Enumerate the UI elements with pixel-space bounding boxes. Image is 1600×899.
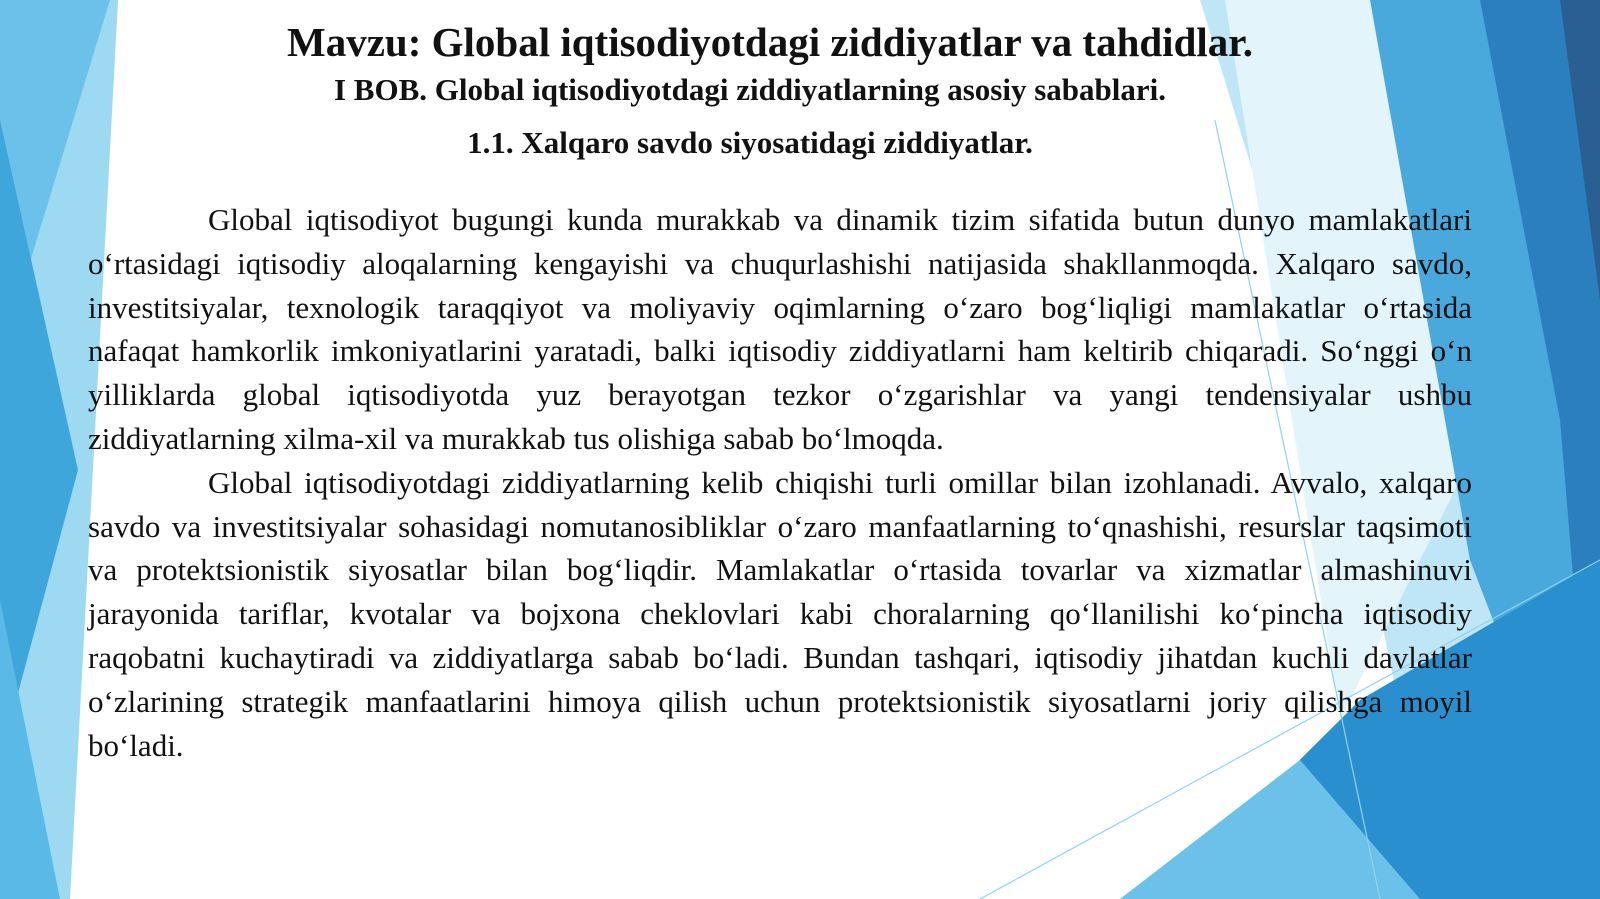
paragraph-2: Global iqtisodiyotdagi ziddiyatlarning kelib chiqishi turli omillar bilan izohlanadi. Avvalo, xalqaro savdo va investitsiyalar sohasidagi nomutanosibliklar o‘zaro manfaatlarning to‘qnashishi, resurslar taqsimoti va protektsionistik siyosatlar bilan bog‘liqdir. Mamlakatlar o‘rtasida tovarlar va xizmatlar almashinuvi jarayonida tariflar, kvotalar va bojxona cheklovlari kabi choralarning qo‘llanilishi ko‘pincha iqtisodiy raqobatni kuchaytiradi va ziddiyatlarga sabab bo‘ladi. Bundan tashqari, iqtisodiy jihatdan kuchli davlatlar o‘zlarining strategik manfaatlarini himoya qilish uchun protektsionistik siyosatlarni joriy qilishga moyil bo‘ladi.: [88, 464, 1472, 763]
slide-title: Mavzu: Global iqtisodiyotdagi ziddiyatlar va tahdidlar.: [287, 19, 1253, 65]
body-text: [88, 198, 1472, 767]
section-heading: 1.1. Xalqaro savdo siyosatidagi ziddiyatlar.: [467, 125, 1033, 160]
paragraph-1: Global iqtisodiyot bugungi kunda murakkab va dinamik tizim sifatida butun dunyo mamlakatlari o‘rtasidagi iqtisodiy aloqalarning kengayishi va chuqurlashishi natijasida shakllanmoqda. Xalqaro savdo, investitsiyalar, texnologik taraqqiyot va moliyaviy oqimlarning o‘zaro bog‘liqligi mamlakatlar o‘rtasida nafaqat hamkorlik imkoniyatlarini yaratadi, balki iqtisodiy ziddiyatlarni ham keltirib chiqaradi. So‘nggi o‘n yilliklarda global iqtisodiyotda yuz berayotgan tezkor o‘zgarishlar va yangi tendensiyalar ushbu ziddiyatlarning xilma-xil va murakkab tus olishiga sabab bo‘lmoqda.: [88, 202, 1472, 456]
chapter-heading: I BOB. Global iqtisodiyotdagi ziddiyatlarning asosiy sabablari.: [333, 72, 1167, 107]
